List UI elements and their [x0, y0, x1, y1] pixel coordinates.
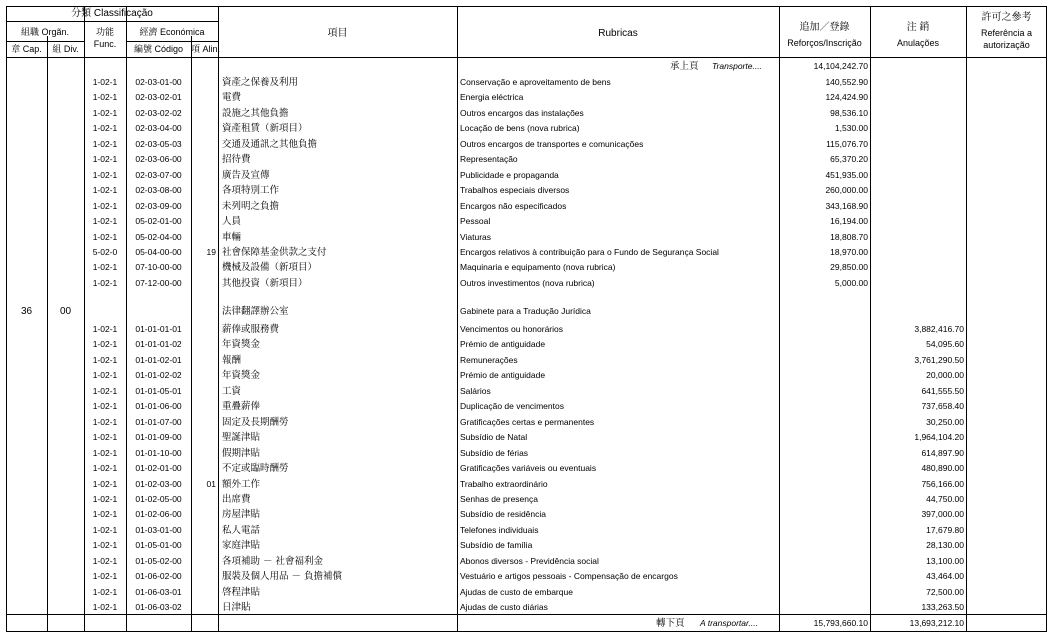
row-item: 家庭津貼 — [222, 540, 261, 552]
header-func: Func. — [93, 39, 117, 49]
row-func: 1-02-1 — [92, 416, 118, 427]
row-rubrica: Duplicação de vencimentos — [460, 401, 564, 412]
row-item: 重疊薪俸 — [222, 401, 261, 413]
row-anulacoes: 54,095.60 — [926, 339, 964, 350]
row-codigo: 01-02-01-00 — [135, 463, 182, 474]
row-codigo: 07-12-00-00 — [135, 277, 182, 288]
header-ref-cn: 許可之參考 — [981, 12, 1032, 23]
row-rubrica: Telefones individuais — [460, 524, 539, 535]
table-row — [6, 538, 1047, 553]
row-func: 1-02-1 — [92, 324, 118, 334]
row-anulacoes: 756,166.00 — [921, 478, 964, 489]
row-codigo: 02-03-01-00 — [135, 77, 182, 87]
row-item: 啓程津貼 — [222, 586, 261, 598]
header-ref-1: Referência a — [980, 28, 1033, 38]
row-rubrica: Outros encargos de transportes e comunicações — [460, 138, 644, 149]
row-item: 報酬 — [222, 354, 242, 366]
row-reforcos: 65,370.20 — [830, 154, 868, 165]
row-alin: 01 — [206, 478, 216, 489]
carry-out-anulacoes: 13,693,212.10 — [909, 618, 964, 628]
row-item: 人員 — [222, 216, 242, 228]
row-item: 額外工作 — [222, 478, 261, 490]
row-anulacoes: 17,679.80 — [926, 524, 964, 535]
row-rubrica: Publicidade e propaganda — [460, 169, 559, 180]
row-rubrica: Ajudas de custo diárias — [460, 602, 548, 613]
row-func: 1-02-1 — [92, 602, 118, 613]
row-reforcos: 140,552.90 — [825, 77, 868, 87]
row-anulacoes: 614,897.90 — [921, 447, 964, 458]
row-rubrica: Senhas de presença — [460, 493, 538, 504]
row-item: 出席費 — [222, 493, 251, 505]
table-row — [6, 121, 1047, 136]
header-rule — [6, 21, 218, 22]
carry-out-reforcos: 15,793,660.10 — [813, 618, 868, 628]
row-codigo: 01-02-06-00 — [135, 509, 182, 520]
carry-out-label: A transportar.... — [700, 618, 758, 628]
row-reforcos: 29,850.00 — [830, 262, 868, 273]
row-rubrica: Salários — [460, 385, 491, 396]
row-codigo: 05-04-00-00 — [135, 246, 182, 257]
table-row — [6, 245, 1047, 260]
row-codigo: 01-01-10-00 — [135, 447, 182, 458]
table-row — [6, 446, 1047, 461]
carry-out-row — [6, 616, 1047, 631]
row-rubrica: Encargos não especificados — [460, 200, 567, 211]
row-func: 5-02-0 — [92, 246, 118, 257]
row-codigo: 01-06-02-00 — [135, 571, 182, 582]
section-item: 法律翻譯辦公室 — [222, 306, 289, 317]
budget-table — [6, 6, 1047, 632]
row-reforcos: 18,970.00 — [830, 246, 868, 257]
row-item: 薪俸或服務費 — [222, 324, 280, 335]
row-anulacoes: 28,130.00 — [926, 540, 964, 551]
row-anulacoes: 72,500.00 — [926, 586, 964, 597]
table-row — [6, 168, 1047, 183]
row-codigo: 02-03-04-00 — [135, 123, 182, 134]
row-func: 1-02-1 — [92, 200, 118, 211]
row-anulacoes: 397,000.00 — [921, 509, 964, 520]
header-items: 項目 — [327, 28, 348, 39]
row-rubrica: Locação de bens (nova rubrica) — [460, 123, 580, 134]
row-rubrica: Gratificações variáveis ou eventuais — [460, 463, 597, 474]
row-func: 1-02-1 — [92, 216, 118, 227]
row-func: 1-02-1 — [92, 493, 118, 504]
row-anulacoes: 641,555.50 — [921, 385, 964, 396]
section-row — [6, 302, 1047, 320]
row-rubrica: Abonos diversos - Previdência social — [460, 555, 599, 566]
row-anulacoes: 3,882,416.70 — [914, 324, 964, 334]
row-codigo: 05-02-04-00 — [135, 231, 182, 242]
header-rule — [6, 41, 84, 42]
header-classificacao: 分類 Classificação — [71, 8, 153, 19]
row-item: 交通及通訊之其他負擔 — [222, 138, 318, 150]
row-rubrica: Pessoal — [460, 216, 491, 227]
row-reforcos: 343,168.90 — [825, 200, 868, 211]
row-anulacoes: 13,100.00 — [926, 555, 964, 566]
table-row — [6, 368, 1047, 383]
table-row — [6, 199, 1047, 214]
table-row — [6, 585, 1047, 600]
row-rubrica: Maquinaria e equipamento (nova rubrica) — [460, 262, 616, 273]
row-anulacoes: 1,964,104.20 — [914, 432, 964, 443]
row-reforcos: 16,194.00 — [830, 216, 868, 227]
row-reforcos: 18,808.70 — [830, 231, 868, 242]
row-func: 1-02-1 — [92, 277, 118, 288]
row-rubrica: Conservação e aproveitamento de bens — [460, 77, 611, 87]
row-codigo: 01-01-01-01 — [135, 324, 182, 334]
table-row — [6, 477, 1047, 492]
row-item: 假期津貼 — [222, 447, 261, 459]
row-func: 1-02-1 — [92, 571, 118, 582]
row-rubrica: Energia eléctrica — [460, 92, 524, 103]
row-func: 1-02-1 — [92, 447, 118, 458]
row-item: 機械及設備（新項目） — [222, 262, 318, 274]
row-codigo: 02-03-09-00 — [135, 200, 182, 211]
row-item: 房屋津貼 — [222, 509, 261, 521]
row-rubrica: Subsídio de férias — [460, 447, 529, 458]
row-anulacoes: 737,658.40 — [921, 401, 964, 412]
row-codigo: 01-05-01-00 — [135, 540, 182, 551]
row-func: 1-02-1 — [92, 262, 118, 273]
row-rubrica: Encargos relativos à contribuição para o Fundo de Segurança Social — [460, 246, 719, 257]
table-row — [6, 152, 1047, 167]
table-row — [6, 260, 1047, 275]
table-row — [6, 492, 1047, 507]
row-anulacoes: 3,761,290.50 — [914, 354, 964, 365]
header-bottom-rule — [6, 57, 1047, 58]
row-item: 工資 — [222, 385, 242, 397]
table-row — [6, 337, 1047, 352]
table-row — [6, 399, 1047, 414]
row-codigo: 01-01-02-01 — [135, 354, 182, 365]
row-codigo: 01-01-01-02 — [135, 339, 182, 350]
table-row — [6, 75, 1047, 90]
table-row — [6, 276, 1047, 291]
row-item: 廣告及宣傳 — [222, 169, 270, 181]
carry-in-reforcos: 14,104,242.70 — [813, 61, 868, 71]
row-item: 資產租賃（新項目） — [222, 123, 308, 135]
row-func: 1-02-1 — [92, 586, 118, 597]
row-codigo: 02-03-07-00 — [135, 169, 182, 180]
table-row — [6, 430, 1047, 445]
carry-in-label: Transporte.... — [712, 61, 762, 71]
section-rubrica: Gabinete para a Tradução Jurídica — [460, 306, 591, 316]
row-func: 1-02-1 — [92, 185, 118, 196]
row-codigo: 01-01-07-00 — [135, 416, 182, 427]
table-row — [6, 106, 1047, 121]
row-anulacoes: 43,464.00 — [926, 571, 964, 582]
row-item: 不定或臨時酬勞 — [222, 463, 289, 475]
row-anulacoes: 133,263.50 — [921, 602, 964, 613]
row-func: 1-02-1 — [92, 385, 118, 396]
row-func: 1-02-1 — [92, 524, 118, 535]
table-row — [6, 322, 1047, 337]
section-div: 00 — [59, 306, 72, 317]
row-func: 1-02-1 — [92, 354, 118, 365]
table-row — [6, 523, 1047, 538]
row-item: 招待費 — [222, 154, 251, 166]
header-codigo: 編號 Código — [133, 44, 184, 54]
row-func: 1-02-1 — [92, 463, 118, 474]
table-row — [6, 600, 1047, 615]
row-func: 1-02-1 — [92, 169, 118, 180]
row-item: 年資獎金 — [222, 339, 261, 351]
row-rubrica: Trabalhos especiais diversos — [460, 185, 570, 196]
header-reforcos: Reforços/Inscrição — [787, 38, 862, 48]
row-reforcos: 98,536.10 — [830, 107, 868, 118]
row-codigo: 01-06-03-01 — [135, 586, 182, 597]
row-item: 電費 — [222, 92, 242, 104]
row-rubrica: Gratificações certas e permanentes — [460, 416, 595, 427]
row-alin: 19 — [206, 246, 216, 257]
row-func: 1-02-1 — [92, 138, 118, 149]
row-anulacoes: 20,000.00 — [926, 370, 964, 381]
row-codigo: 01-02-03-00 — [135, 478, 182, 489]
row-codigo: 01-01-02-02 — [135, 370, 182, 381]
carry-out-label-cn: 轉下頁 — [656, 618, 685, 629]
row-rubrica: Prémio de antiguidade — [460, 339, 546, 350]
row-reforcos: 260,000.00 — [825, 185, 868, 196]
row-codigo: 01-01-06-00 — [135, 401, 182, 412]
row-codigo: 02-03-02-01 — [135, 92, 182, 103]
row-reforcos: 124,424.90 — [825, 92, 868, 103]
row-reforcos: 115,076.70 — [826, 138, 868, 149]
row-item: 其他投資（新項目） — [222, 277, 308, 289]
row-codigo: 02-03-05-03 — [135, 138, 182, 149]
carry-in-row — [6, 59, 1047, 74]
row-rubrica: Vencimentos ou honorários — [460, 324, 564, 334]
row-func: 1-02-1 — [92, 123, 118, 134]
header-cap: 章 Cap. — [11, 44, 42, 54]
row-codigo: 07-10-00-00 — [135, 262, 182, 273]
row-rubrica: Vestuário e artigos pessoais - Compensação de encargos — [460, 571, 678, 582]
row-rubrica: Trabalho extraordinário — [460, 478, 548, 489]
row-func: 1-02-1 — [92, 107, 118, 118]
row-func: 1-02-1 — [92, 339, 118, 350]
row-rubrica: Representação — [460, 154, 518, 165]
row-item: 車輛 — [222, 231, 242, 243]
row-rubrica: Outros encargos das instalações — [460, 107, 584, 118]
row-codigo: 02-03-06-00 — [135, 154, 182, 165]
row-rubrica: Outros investimentos (nova rubrica) — [460, 277, 595, 288]
header-economica: 經濟 Económica — [139, 27, 205, 37]
row-codigo: 05-02-01-00 — [135, 216, 182, 227]
row-reforcos: 451,935.00 — [825, 169, 868, 180]
header-anulacoes-cn: 注 銷 — [906, 22, 930, 33]
header-rubricas: Rubricas — [598, 28, 638, 39]
table-row — [6, 461, 1047, 476]
row-func: 1-02-1 — [92, 77, 118, 87]
row-codigo: 01-02-05-00 — [135, 493, 182, 504]
row-codigo: 01-06-03-02 — [135, 602, 182, 613]
row-func: 1-02-1 — [92, 478, 118, 489]
row-func: 1-02-1 — [92, 370, 118, 381]
table-row — [6, 214, 1047, 229]
table-row — [6, 183, 1047, 198]
row-func: 1-02-1 — [92, 231, 118, 242]
table-row — [6, 137, 1047, 152]
row-codigo: 01-03-01-00 — [135, 524, 182, 535]
row-item: 年資獎金 — [222, 370, 261, 382]
table-row — [6, 230, 1047, 245]
row-codigo: 02-03-02-02 — [135, 107, 182, 118]
row-rubrica: Remunerações — [460, 354, 518, 365]
table-row — [6, 507, 1047, 522]
row-rubrica: Subsídio de família — [460, 540, 533, 551]
table-row — [6, 554, 1047, 569]
row-anulacoes: 44,750.00 — [926, 493, 964, 504]
table-row — [6, 90, 1047, 105]
row-rubrica: Ajudas de custo de embarque — [460, 586, 573, 597]
table-row — [6, 353, 1047, 368]
header-div: 組 Div. — [52, 44, 79, 54]
row-item: 社會保障基金供款之支付 — [222, 246, 327, 258]
table-row — [6, 384, 1047, 399]
header-func-cn: 功能 — [95, 27, 114, 37]
row-anulacoes: 30,250.00 — [926, 416, 964, 427]
row-rubrica: Subsídio de Natal — [460, 432, 528, 443]
row-func: 1-02-1 — [92, 509, 118, 520]
row-reforcos: 1,530.00 — [834, 123, 868, 134]
header-rule — [126, 41, 218, 42]
row-codigo: 01-05-02-00 — [135, 555, 182, 566]
row-func: 1-02-1 — [92, 432, 118, 443]
table-row — [6, 415, 1047, 430]
row-reforcos: 5,000.00 — [834, 277, 868, 288]
row-func: 1-02-1 — [92, 401, 118, 412]
row-item: 未列明之負擔 — [222, 200, 280, 212]
row-item: 各項特別工作 — [222, 185, 280, 197]
row-item: 私人電話 — [222, 524, 261, 536]
table-row — [6, 569, 1047, 584]
row-anulacoes: 480,890.00 — [921, 463, 964, 474]
carry-in-label-cn: 承上頁 — [670, 61, 699, 72]
row-codigo: 02-03-08-00 — [135, 185, 182, 196]
section-cap: 36 — [20, 306, 33, 317]
row-item: 服裝及個人用品 － 負擔補償 — [222, 571, 343, 583]
header-alin: 項 Alin. — [191, 44, 221, 54]
row-item: 日津貼 — [222, 602, 251, 614]
header-reforcos-cn: 追加／登錄 — [799, 22, 850, 33]
row-func: 1-02-1 — [92, 92, 118, 103]
row-rubrica: Prémio de antiguidade — [460, 370, 546, 381]
row-func: 1-02-1 — [92, 555, 118, 566]
row-rubrica: Subsídio de residência — [460, 509, 547, 520]
row-item: 資產之保養及利用 — [222, 77, 299, 88]
row-codigo: 01-01-05-01 — [135, 385, 182, 396]
row-codigo: 01-01-09-00 — [135, 432, 182, 443]
header-ref-2: autorização — [983, 40, 1030, 50]
header-organ: 組職 Orgãn. — [20, 27, 69, 37]
row-func: 1-02-1 — [92, 540, 118, 551]
row-func: 1-02-1 — [92, 154, 118, 165]
row-item: 固定及長期酬勞 — [222, 416, 289, 428]
row-item: 設施之其他負擔 — [222, 107, 289, 119]
row-item: 各項補助 － 社會福利金 — [222, 555, 324, 567]
row-rubrica: Viaturas — [460, 231, 492, 242]
header-anulacoes: Anulações — [896, 38, 940, 48]
row-item: 聖誕津貼 — [222, 432, 261, 444]
